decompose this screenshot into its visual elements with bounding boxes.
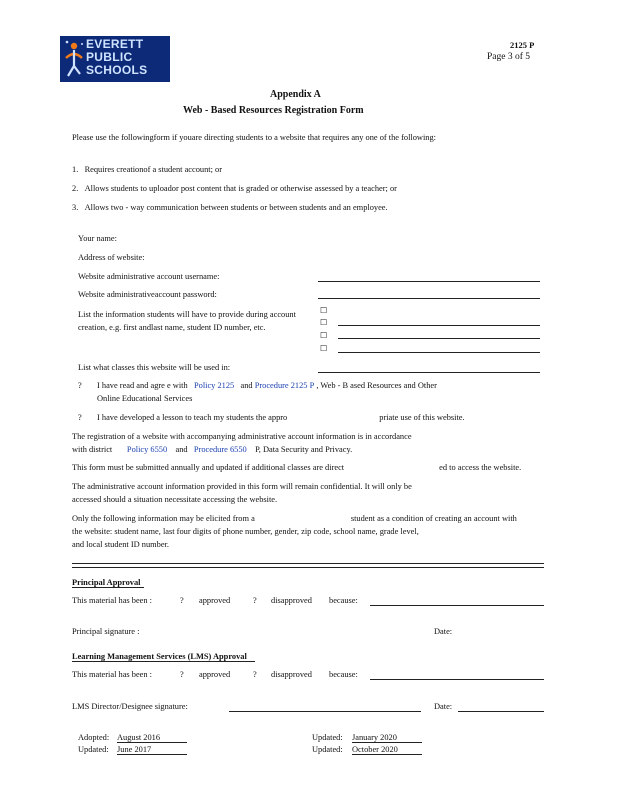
- info-checkbox-1[interactable]: ☐: [320, 306, 328, 315]
- elicited-line1: Only the following information may be elicited from a student as a condition of creating an account with: [72, 514, 517, 523]
- lms-approval-heading: Learning Management Services (LMS) Approval: [72, 652, 255, 662]
- list-classes-label: List what classes this website will be used in:: [78, 363, 231, 372]
- info-checkbox-3[interactable]: ☐: [320, 331, 328, 340]
- intro-text: Please use the followingform if youare directing students to a website that requires any one of the following:: [72, 133, 436, 142]
- page-number: Page 3 of 5: [487, 52, 531, 62]
- updated2-value: January 2020: [352, 733, 422, 743]
- principal-approved-check-icon[interactable]: ?: [180, 596, 184, 605]
- lms-date-field[interactable]: [458, 711, 544, 712]
- lms-signature-field[interactable]: [229, 711, 421, 712]
- principal-disapproved-check-icon[interactable]: ?: [253, 596, 257, 605]
- lms-date-label: Date:: [434, 702, 453, 711]
- principal-approval-heading: Principal Approval: [72, 578, 144, 588]
- lms-disapproved-label: disapproved: [271, 670, 312, 679]
- section-divider-top: [72, 563, 544, 564]
- admin-username-label: Website administrative account username:: [78, 272, 220, 281]
- classes-field[interactable]: [318, 372, 540, 373]
- section-divider-bottom: [72, 567, 544, 568]
- info-checkbox-2[interactable]: ☐: [320, 318, 328, 327]
- procedure-2125p-link[interactable]: Procedure 2125 P: [254, 381, 315, 390]
- annual-text: This form must be submitted annually and updated if additional classes are direct ed to access the website.: [72, 463, 522, 472]
- principal-signature-label: Principal signature :: [72, 627, 140, 636]
- confidential-line1: The administrative account information provided in this form will remain confidential. It will only be: [72, 482, 412, 491]
- everett-public-schools-logo: [60, 36, 170, 82]
- adopted-label: Adopted:: [78, 733, 110, 742]
- requirement-1: 1. Requires creationof a student account; or: [72, 165, 223, 174]
- website-address-label: Address of website:: [78, 253, 145, 262]
- lesson-text: I have developed a lesson to teach my students the appro priate use of this website.: [97, 413, 465, 422]
- admin-password-label: Website administrativeaccount password:: [78, 290, 217, 299]
- principal-because-field[interactable]: [370, 605, 544, 606]
- logo-text: EVERETT PUBLIC SCHOOLS: [86, 37, 148, 77]
- agreement-text-line2: Online Educational Services: [97, 394, 193, 403]
- info-checkbox-4[interactable]: ☐: [320, 344, 328, 353]
- confidential-line2: accessed should a situation necessitate accessing the website.: [72, 495, 278, 504]
- lms-signature-label: LMS Director/Designee signature:: [72, 702, 188, 711]
- updated-label: Updated:: [78, 745, 109, 754]
- elicited-line3: and local student ID number.: [72, 540, 169, 549]
- principal-approved-label: approved: [199, 596, 231, 605]
- agreement-check-icon[interactable]: ?: [78, 381, 82, 390]
- lms-approved-label: approved: [199, 670, 231, 679]
- logo-figure-icon: [63, 38, 85, 78]
- policy-2125-link[interactable]: Policy 2125: [193, 381, 235, 390]
- updated3-label: Updated:: [312, 745, 343, 754]
- policy-6550-link[interactable]: Policy 6550: [126, 445, 168, 454]
- lms-disapproved-check-icon[interactable]: ?: [253, 670, 257, 679]
- lesson-check-icon[interactable]: ?: [78, 413, 82, 422]
- registration-line2: with district Policy 6550 and Procedure 6550 P, Data Security and Privacy.: [72, 445, 353, 454]
- adopted-value: August 2016: [117, 733, 187, 743]
- appendix-title: Appendix A: [270, 89, 321, 100]
- principal-date-label: Date:: [434, 627, 453, 636]
- list-information-label: List the information students will have to provide during account creation, e.g. first andlast name, student ID number, etc.: [78, 310, 296, 332]
- lms-because-label: because:: [329, 670, 358, 679]
- lms-status-label: This material has been :: [72, 670, 153, 679]
- form-title: Web - Based Resources Registration Form: [183, 105, 364, 116]
- principal-disapproved-label: disapproved: [271, 596, 312, 605]
- principal-because-label: because:: [329, 596, 358, 605]
- lms-because-field[interactable]: [370, 679, 544, 680]
- lms-approved-check-icon[interactable]: ?: [180, 670, 184, 679]
- updated3-value: October 2020: [352, 745, 422, 755]
- info-line-2[interactable]: [338, 325, 540, 326]
- requirement-3: 3. Allows two - way communication between students or between students and an employee.: [72, 203, 388, 212]
- info-line-3[interactable]: [338, 338, 540, 339]
- elicited-line2: the website: student name, last four digits of phone number, gender, zip code, school name, grade level,: [72, 527, 419, 536]
- admin-username-field[interactable]: [318, 281, 540, 282]
- updated-value: June 2017: [117, 745, 187, 755]
- info-line-4[interactable]: [338, 352, 540, 353]
- your-name-label: Your name:: [78, 234, 117, 243]
- agreement-text: I have read and agre e with Policy 2125 and Procedure 2125 P , Web - B ased Resources and Other: [97, 381, 437, 390]
- updated2-label: Updated:: [312, 733, 343, 742]
- admin-password-field[interactable]: [318, 298, 540, 299]
- policy-code: 2125 P: [510, 40, 535, 50]
- procedure-6550-link[interactable]: Procedure 6550: [193, 445, 247, 454]
- principal-status-label: This material has been :: [72, 596, 153, 605]
- requirement-2: 2. Allows students to uploador post content that is graded or otherwise assessed by a teacher; or: [72, 184, 397, 193]
- registration-line1: The registration of a website with accompanying administrative account information is in accordance: [72, 432, 412, 441]
